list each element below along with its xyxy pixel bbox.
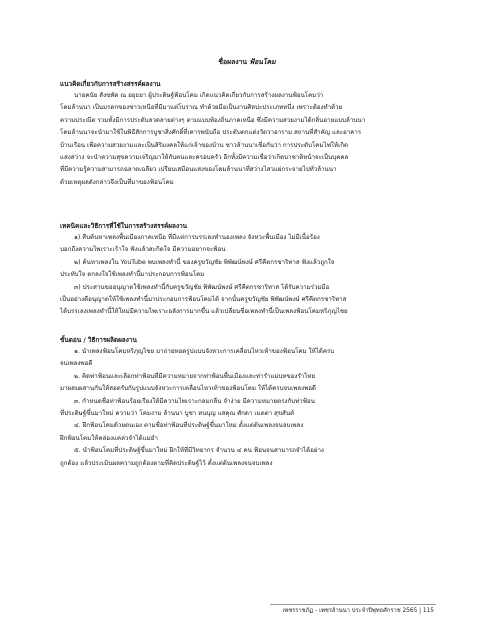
paragraph-line: นายคนัย สังขพัด ณ อยุธยา ผู้ประดิษฐ์ฟ้อนโคม เกิดแนวคิดเกี่ยวกับการสร้างผลงานฟ้อนโคมว่า bbox=[74, 92, 324, 99]
page-footer bbox=[282, 606, 434, 616]
footer-separator: | bbox=[419, 608, 422, 614]
paragraph-line: จบเพลงพอดี bbox=[60, 360, 93, 368]
paragraph-line: ๔. ฝึกฟ้อนโคมด้วยตนเอง ตามชื่อท่าฟ้อนที่ประดิษฐ์ขึ้นมาใหม่ ตั้งแต่ต้นเพลงจนจบเพลง bbox=[74, 422, 304, 430]
title-prefix: ชื่อผลงาน bbox=[218, 58, 248, 66]
paragraph-line: ความประณีต รวมทั้งมีการประดับลวดลายต่างๆ ตามแบบท้องถิ่นภาคเหนือ ซึ่งมีความสวยงามได้กลิ่นอายแบบล้านนา bbox=[60, 116, 366, 124]
paragraph-line: ที่มีความรู้ความสามารถฉลาดเฉลียว เปรียบเสมือนแสงของโคมล้านนาที่สว่างไสวแผ่กระจายไปทั่วล้านนา bbox=[60, 166, 337, 174]
paragraph-line: บ้านเรือน เพื่อความสวยงามและเป็นสิริมงคลให้แก่เจ้าของบ้าน ชาวล้านนาเชื่อกันว่า การประดับโคมไฟให้เกิด bbox=[60, 141, 348, 149]
section-heading: แนวคิดเกี่ยวกับการสร้างสรรค์ผลงาน bbox=[60, 80, 161, 88]
page-number: 115 bbox=[422, 608, 434, 614]
paragraph-line: ๕. นำฟ้อนโคมที่ประดิษฐ์ขึ้นมาใหม่ ฝึกให้ที่มีวิทยากร จำนวน ๔ คน ฟ้อนจนสามารถจำได้อย่าง bbox=[74, 447, 324, 455]
paragraph-line: ๑. นำเพลงฟ้อนโคมหริภุญไชย มาถ่ายทอดรูปแบบจังหวะการเคลื่อนไหวเท้าของฟ้อนโคม ให้ได้ครบ bbox=[74, 348, 335, 355]
paragraph-line: ประทับใจ ตกลงใจใช้เพลงทำนี้มาประกอบการฟ้อนโคม bbox=[60, 271, 205, 279]
paragraph-line: ถูกต้อง แล้วประเมินผลความถูกต้องตามที่คิดประดิษฐ์ไว้ ตั้งแต่ต้นเพลงจนจบเพลง bbox=[60, 459, 273, 467]
paragraph-line: ด้วยเหตุผลดังกล่าวจึงเป็นที่มาของฟ้อนโคม bbox=[60, 178, 174, 186]
section-procedure bbox=[60, 334, 440, 470]
title-name: ฟ้อนโคม bbox=[249, 58, 276, 66]
paragraph-line: ฝึกฟ้อนโคมให้คล่องแคล่วจำได้แม่ยำ bbox=[60, 434, 158, 442]
paragraph-line: ๒. คิดท่าฟ้อนและเลือกท่าฟ้อนที่มีความหมายจากท่าฟ้อนพื้นเมืองและท่ารำแม่บทของรำไทย bbox=[74, 372, 316, 380]
section-heading: ขั้นตอน / วิธีการผลิตผลงาน bbox=[60, 336, 137, 344]
paragraph-line: ๑) สืบค้นหาเพลงพื้นเมืองภาคเหนือ ที่มีแต่การบรรเลงทำนองเพลง จังหวะพื้นเมือง ไม่มีเนื้อร้อง bbox=[74, 234, 320, 241]
section-concept bbox=[60, 78, 440, 189]
footer-text: เพชรราชภัฏ - เพชรล้านนา ประจำปีพุทธศักราช 2565 bbox=[282, 608, 418, 614]
paragraph-line: ได้บรรเลงเพลงทำนี้ให้ใหม่มีความไพเราะอลังการมากขึ้น แล้วเปลี่ยนชื่อเพลงทำนี้เป็นเพลงฟ้อนโคมหริภุญไชย bbox=[60, 308, 348, 316]
paragraph-line: ที่ประดิษฐ์ขึ้นมาใหม่ ความว่า โคมงาม ล้านนา บูชา ตนบุญ แสคุณ ศักดา เมตตา สุขสันต์ bbox=[60, 410, 295, 418]
paragraph-line: บอกถึงความไพเราะเร้าใจ ฟังแล้วสะกิดใจ มีความอยากจะฟ้อน bbox=[60, 246, 226, 254]
page-title bbox=[0, 56, 494, 68]
paragraph-line: เป็นอย่างดีอนุญาตให้ใช้เพลงทำนี้มาประกอบการฟ้อนโคมได้ จากนั้นครูขวัญชัย พิพัฒน์พงษ์ ศรีคีตกรชาริทาส bbox=[60, 296, 347, 304]
paragraph-line: โคมล้านนา เป็นมรดกของชาวเหนือที่มีมาแต่โบราณ ทำด้วยมือเป็นงานศิลปะประเภทหนึ่ง เพราะต้องทำด้วย bbox=[60, 104, 343, 112]
paragraph-line: ๒) ค้นหาเพลงใน YouTube พบเพลงทำนี้ ของครูขวัญชัย พิพัฒน์พงษ์ ศรีคีตกรชาริทาส ฟังแล้วถูกใจ bbox=[74, 258, 335, 266]
paragraph-line: แสงสว่าง จะนำความสุขความเจริญมาให้กับตนและครอบครัว อีกทั้งมีความเชื่อว่าเกิดบาชาติหน้าจะเป็นบุคคล bbox=[60, 154, 349, 162]
paragraph-line: มาผสมผสานกันให้สอดรับกับรูปแบบจังหวะการเคลื่อนไหวเท้าของฟ้อนโคม ให้ได้ครบจบเพลงพอดี bbox=[60, 385, 316, 393]
paragraph-line: ๓. กำหนดชื่อท่าฟ้อนร้อยเรียงให้มีความไพเราะกลมกลืน จำง่าย มีความหมายตรงกับท่าฟ้อน bbox=[74, 397, 315, 405]
section-heading: เทคนิคและวิธีการที่ใช้ในการสร้างสรรค์ผลงาน bbox=[60, 222, 188, 230]
section-techniques bbox=[60, 220, 440, 319]
paragraph-line: โคมล้านนาจะนำมาใช้ในพิธีสักการบูชาสิ่งศักดิ์ที่เคารพนับถือ ประดับตกแต่งวัดวาอาราม สถานที่สำคัญ และอาคาร bbox=[60, 129, 362, 137]
footer-divider bbox=[270, 604, 436, 605]
paragraph-line: ๓) ประสานขออนุญาตใช้เพลงทำนี้กับครูขวัญชัย พิพัฒน์พงษ์ ศรีคีตกรชาริทาส ได้รับความร่วมมือ bbox=[74, 283, 330, 291]
